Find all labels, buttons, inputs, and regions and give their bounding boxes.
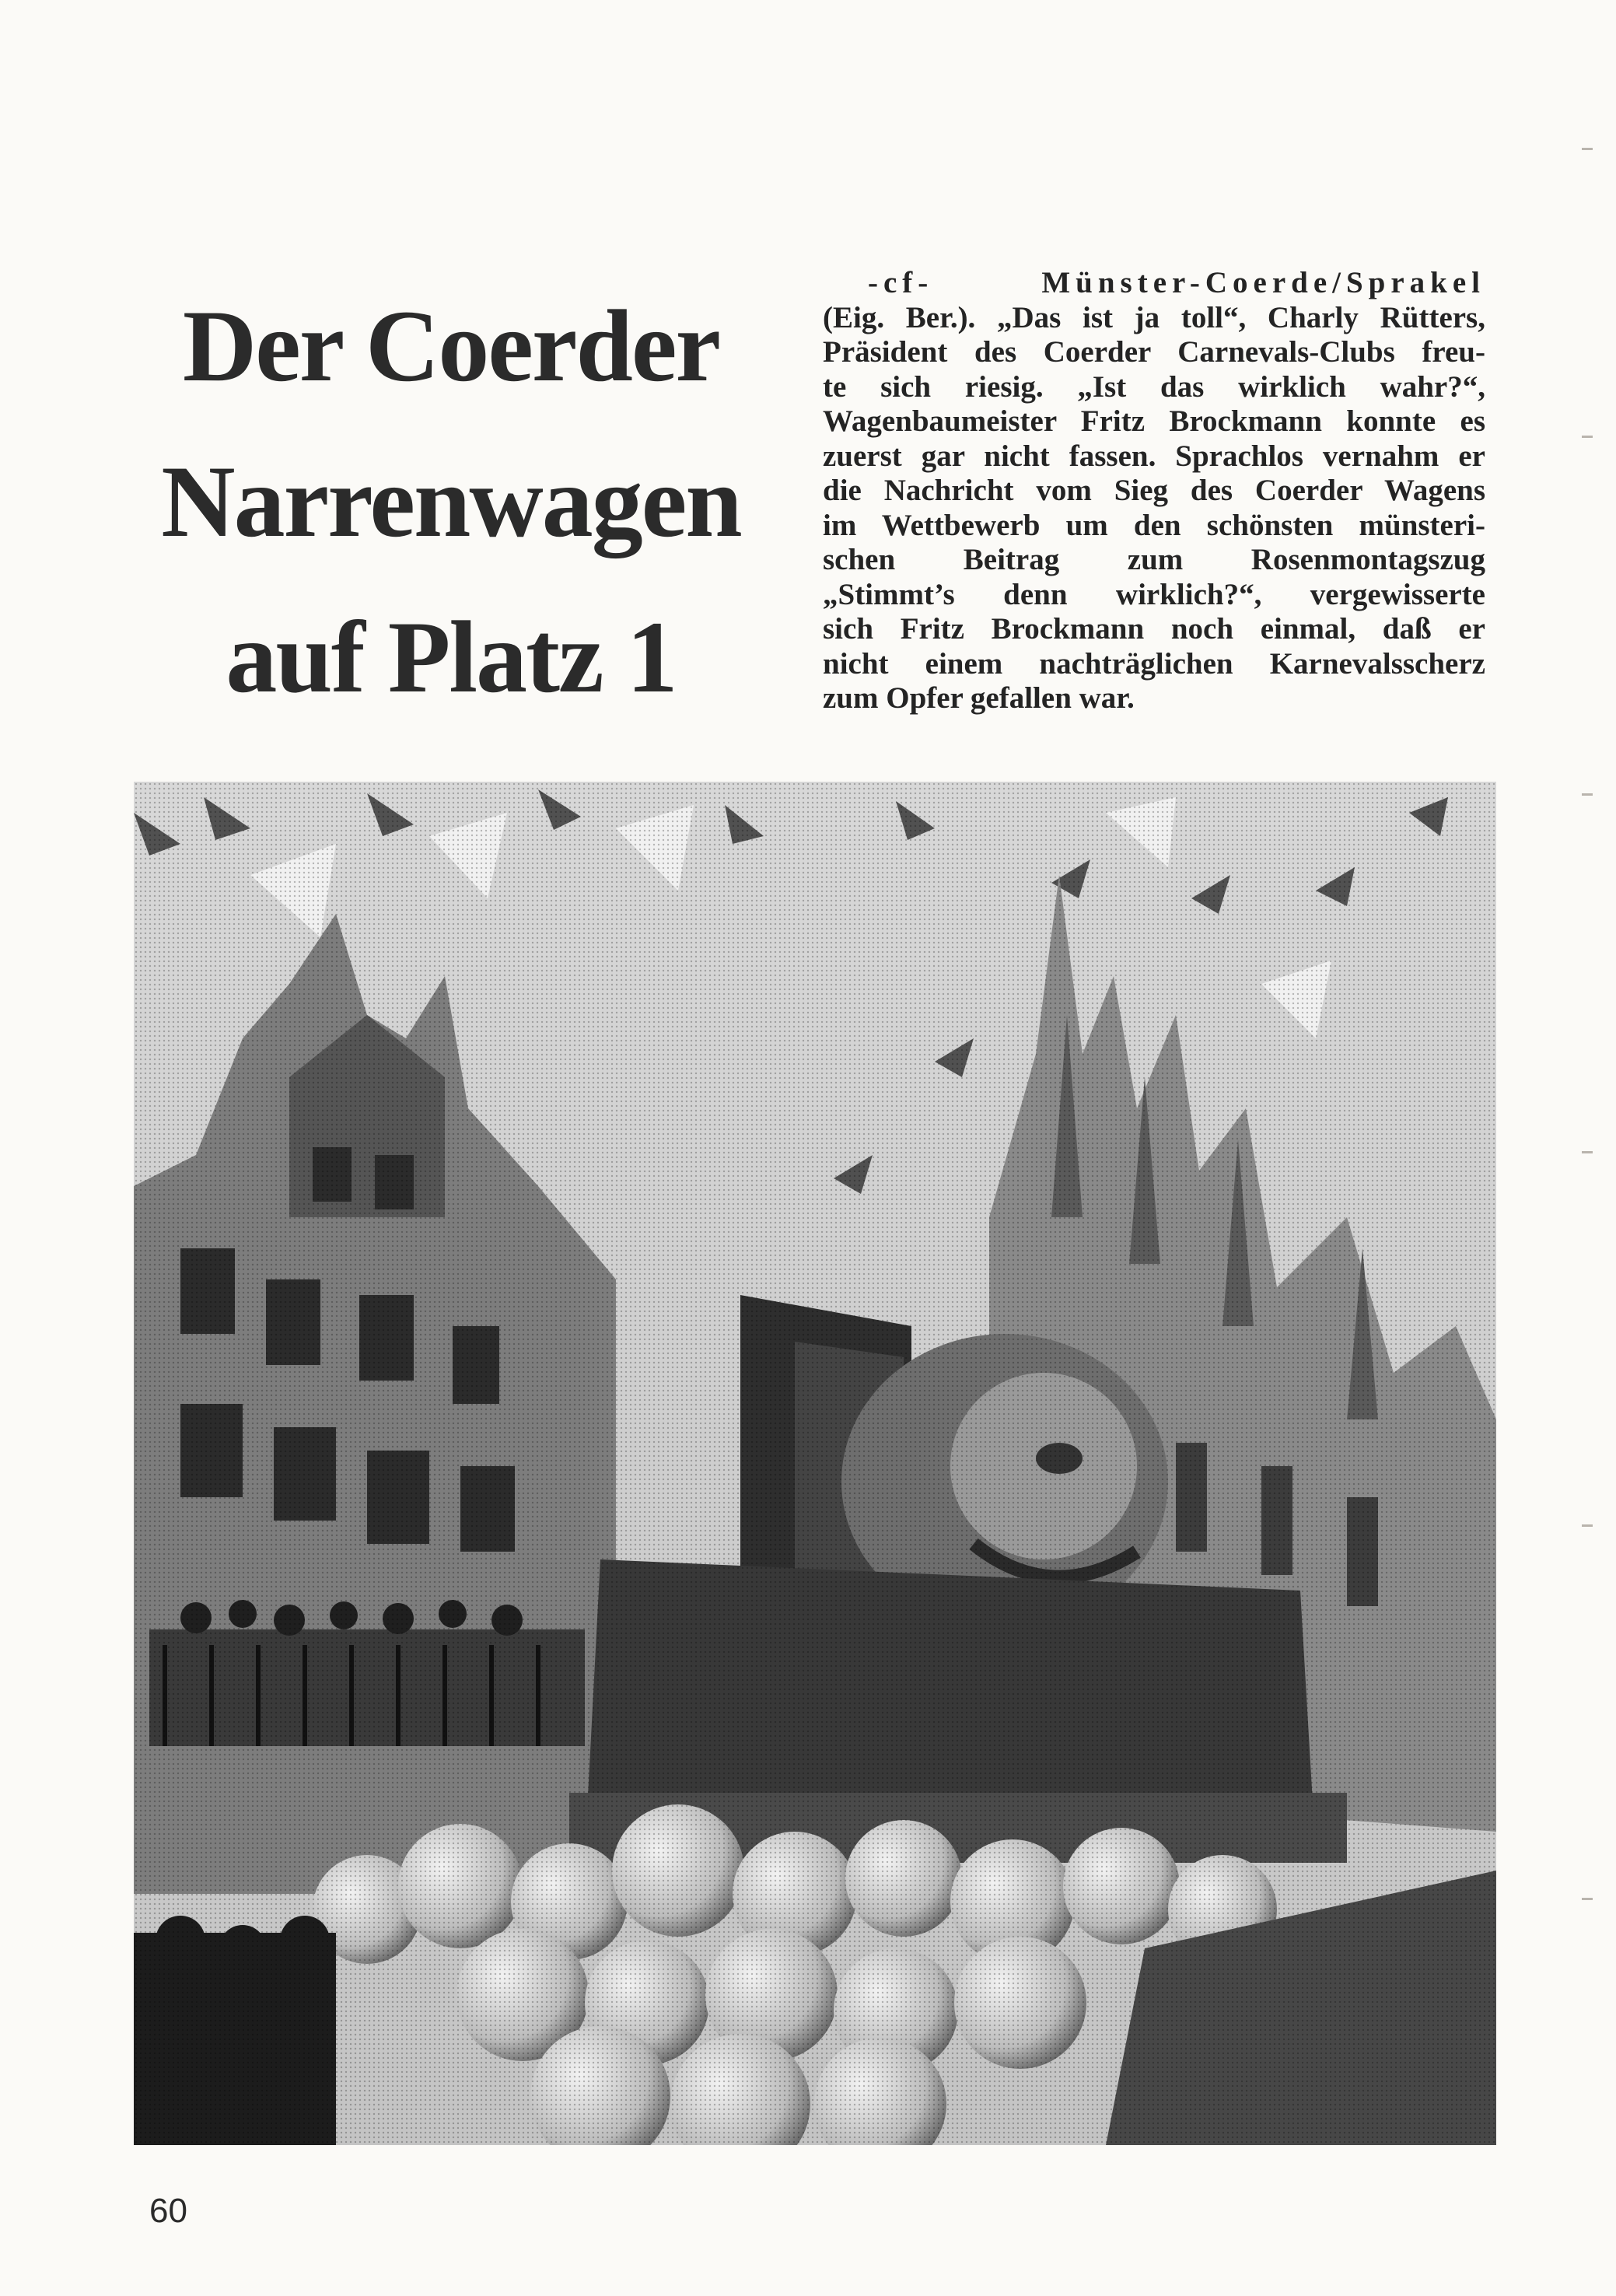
carnival-float-photo — [134, 782, 1496, 2145]
scan-mark — [1582, 1151, 1593, 1153]
lead-line-7: die Nachricht vom Sieg des Coerder Wagens — [823, 474, 1485, 507]
article-headline — [117, 268, 785, 735]
scan-mark — [1582, 148, 1593, 150]
scan-mark — [1582, 1898, 1593, 1900]
scan-mark — [1582, 1524, 1593, 1527]
article-lead-paragraph — [823, 266, 1485, 716]
headline-line-3: auf Platz 1 — [226, 600, 677, 714]
lead-line-13: zum Opfer gefallen war. — [823, 681, 1135, 715]
page-number: 60 — [149, 2192, 187, 2230]
scan-mark — [1582, 436, 1593, 438]
lead-line-1: -cf- Münster-Coerde/Sprakel — [868, 266, 1485, 299]
lead-line-5: Wagenbaumeister Fritz Brockmann konnte es — [823, 404, 1485, 438]
lead-line-6: zuerst gar nicht fassen. Sprachlos vernahm er — [823, 439, 1485, 473]
lead-line-11: sich Fritz Brockmann noch einmal, daß er — [823, 612, 1485, 646]
headline-line-1: Der Coerder — [182, 289, 720, 403]
lead-line-10: „Stimmt’s denn wirklich?“, vergewisserte — [823, 577, 1485, 611]
lead-line-3: Präsident des Coerder Carnevals-Clubs freu- — [823, 335, 1485, 369]
lead-line-8: im Wettbewerb um den schönsten münsteri- — [823, 508, 1485, 542]
lead-line-2: (Eig. Ber.). „Das ist ja toll“, Charly Rütters, — [823, 300, 1485, 334]
article-photo — [134, 782, 1496, 2145]
lead-line-12: nicht einem nachträglichen Karnevalsscherz — [823, 646, 1485, 681]
scan-mark — [1582, 793, 1593, 796]
lead-line-4: te sich riesig. „Ist das wirklich wahr?“, — [823, 369, 1485, 404]
lead-line-9: schen Beitrag zum Rosenmontagszug — [823, 543, 1485, 576]
headline-line-2: Narrenwagen — [161, 444, 741, 558]
